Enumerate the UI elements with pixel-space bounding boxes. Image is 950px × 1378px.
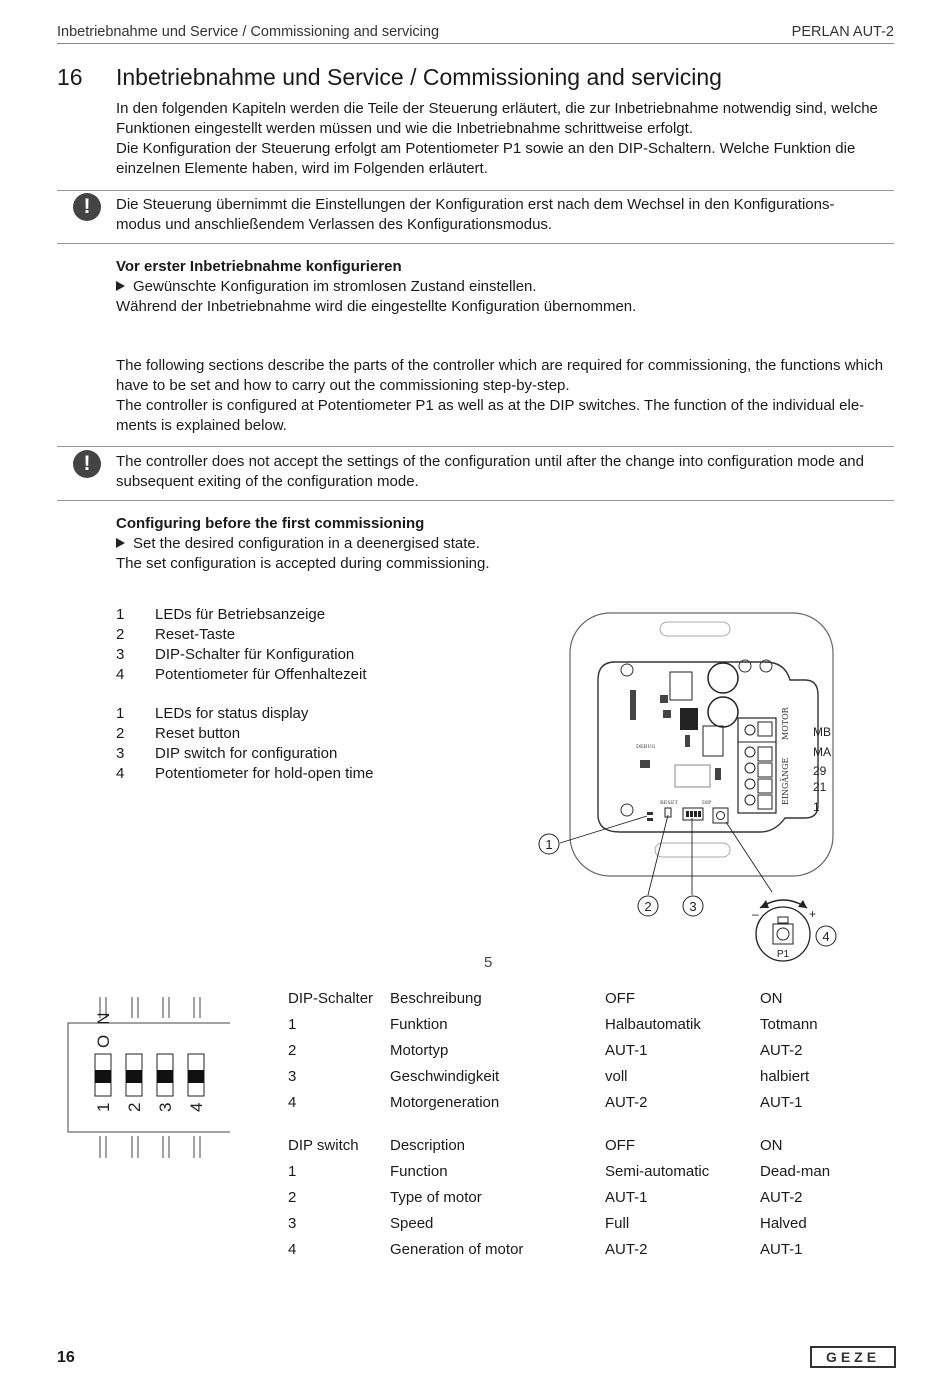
- housing-slot: [655, 843, 730, 857]
- en-intro: [116, 356, 896, 436]
- dip-lever: [698, 811, 701, 817]
- en-intro-paragraph: The controller is configured at Potentiometer P1 as well as at the DIP switches. The function of the individual ele-ments is explained below.: [116, 397, 865, 434]
- geze-logo: GEZE: [810, 1346, 896, 1368]
- table-header-row: [288, 990, 880, 1016]
- terminal-label: 29: [813, 764, 827, 778]
- legend-text: LEDs for status display: [155, 705, 309, 722]
- legend-number: 3: [116, 745, 125, 762]
- table-header: OFF: [605, 990, 635, 1007]
- callout-number: 1: [545, 837, 553, 852]
- running-header-left: Inbetriebnahme und Service / Commissioning and servicing: [57, 24, 440, 40]
- table-cell: AUT-1: [760, 1241, 803, 1258]
- dip-number: 1: [94, 1102, 113, 1112]
- legend-number: 2: [116, 725, 125, 742]
- de-intro-paragraph: Die Konfiguration der Steuerung erfolgt am Potentiometer P1 sowie an den DIP-Schaltern. Welche Funktion die einzelnen Elemente haben, wird im Folgenden erläutert.: [116, 140, 856, 177]
- table-header: OFF: [605, 1137, 635, 1154]
- table-cell: Halbautomatik: [605, 1016, 701, 1033]
- table-header: DIP switch: [288, 1137, 359, 1154]
- dip-switch-graphic: [62, 990, 237, 1165]
- table-cell: 4: [288, 1094, 297, 1111]
- page-number: 16: [57, 1349, 75, 1366]
- de-config-step: Gewünschte Konfiguration im stromlosen Zustand einstellen.: [133, 278, 537, 295]
- component: [660, 695, 668, 703]
- section-number: 16: [57, 64, 83, 90]
- table-cell: Totmann: [760, 1016, 818, 1033]
- table-cell: Dead-man: [760, 1163, 831, 1180]
- table-cell: Motorgeneration: [390, 1094, 500, 1111]
- dip-number: 3: [156, 1102, 175, 1112]
- warning-icon: !: [73, 450, 101, 478]
- note-rule: [57, 190, 894, 191]
- callout-number: 3: [689, 899, 697, 914]
- note-rule: [57, 500, 894, 501]
- reset-label: RESET: [660, 800, 678, 806]
- section-title: Inbetriebnahme und Service / Commissioning and servicing: [116, 64, 722, 90]
- table-cell: 1: [288, 1163, 297, 1180]
- en-config-step: Set the desired configuration in a deenergised state.: [133, 535, 480, 552]
- controller-board-illustration: [520, 600, 850, 965]
- table-cell: 3: [288, 1215, 297, 1232]
- legend-text: DIP-Schalter für Konfiguration: [155, 646, 355, 663]
- table-cell: AUT-1: [605, 1189, 648, 1206]
- legend-number: 1: [116, 606, 125, 623]
- table-header: Description: [390, 1137, 466, 1154]
- chip: [680, 708, 698, 730]
- de-intro-paragraph: In den folgenden Kapiteln werden die Teile der Steuerung erläutert, die zur Inbetriebnahme notwendig sind, welche Funktionen eingestellt werden müssen und wie die Inbetriebnahme schrittweise erfolgt.: [116, 100, 878, 137]
- dip-label: DIP: [702, 800, 712, 806]
- component: [663, 710, 671, 718]
- table-cell: halbiert: [760, 1068, 810, 1085]
- table-header-row: [288, 1137, 880, 1163]
- table-cell: AUT-2: [605, 1241, 648, 1258]
- legend-text: DIP switch for configuration: [155, 745, 338, 762]
- legend-number: 4: [116, 765, 125, 782]
- dip-table-de: [288, 990, 880, 1120]
- terminal-label: MA: [813, 745, 831, 759]
- table-row: [288, 1215, 880, 1241]
- de-config-block: [116, 257, 896, 317]
- dip-lever: [126, 1070, 142, 1083]
- board-outline: [598, 662, 818, 832]
- table-cell: 1: [288, 1016, 297, 1033]
- component: [630, 690, 636, 720]
- legend-text: Reset-Taste: [155, 626, 236, 643]
- table-row: [288, 1068, 880, 1094]
- dip-number: 2: [125, 1102, 144, 1112]
- dip-lever: [157, 1070, 173, 1083]
- callout-number: 2: [644, 899, 652, 914]
- table-cell: AUT-1: [605, 1042, 648, 1059]
- table-row: [288, 1163, 880, 1189]
- terminal-label: MB: [813, 725, 831, 739]
- component: [685, 735, 690, 747]
- table-row: [288, 1042, 880, 1068]
- table-row: [288, 1189, 880, 1215]
- dip-lever: [95, 1070, 111, 1083]
- table-cell: Funktion: [390, 1016, 448, 1033]
- housing-slot: [660, 622, 730, 636]
- dip-lever: [694, 811, 697, 817]
- terminal-label: 21: [813, 780, 827, 794]
- legend-number: 4: [116, 666, 125, 683]
- table-cell: Speed: [390, 1215, 434, 1232]
- legend-text: Potentiometer for hold-open time: [155, 765, 374, 782]
- legend-text: Reset button: [155, 725, 241, 742]
- table-cell: Generation of motor: [390, 1241, 524, 1258]
- led: [647, 812, 653, 815]
- table-cell: AUT-1: [760, 1094, 803, 1111]
- table-cell: AUT-2: [605, 1094, 648, 1111]
- dip-lever: [188, 1070, 204, 1083]
- legend-number: 2: [116, 626, 125, 643]
- dip-table-en: [288, 1137, 880, 1267]
- table-row: [288, 1016, 880, 1042]
- figure-number: 5: [484, 954, 493, 971]
- motor-label: MOTOR: [781, 707, 790, 740]
- table-row: [288, 1241, 880, 1267]
- table-cell: 4: [288, 1241, 297, 1258]
- en-config-result: The set configuration is accepted during commissioning.: [116, 555, 490, 572]
- table-cell: Semi-automatic: [605, 1163, 710, 1180]
- dip-number: 4: [187, 1102, 206, 1112]
- plus-sign: +: [809, 907, 817, 921]
- inputs-label: EINGÄNGE: [781, 757, 790, 805]
- component: [715, 768, 721, 780]
- table-cell: Type of motor: [390, 1189, 482, 1206]
- table-cell: Motortyp: [390, 1042, 449, 1059]
- legend-number: 3: [116, 646, 125, 663]
- legend-text: LEDs für Betriebsanzeige: [155, 606, 326, 623]
- table-cell: voll: [605, 1068, 628, 1085]
- terminal-label: 1: [813, 800, 820, 814]
- de-config-heading: Vor erster Inbetriebnahme konfigurieren: [116, 258, 402, 275]
- table-header: ON: [760, 1137, 783, 1154]
- debug-label: DEBUG: [636, 744, 656, 750]
- table-header: DIP-Schalter: [288, 990, 374, 1007]
- en-config-heading: Configuring before the first commissioning: [116, 515, 425, 532]
- table-cell: 3: [288, 1068, 297, 1085]
- table-cell: Full: [605, 1215, 630, 1232]
- table-cell: AUT-2: [760, 1042, 803, 1059]
- en-intro-paragraph: The following sections describe the parts of the controller which are required for commissioning, the functions which have to be set and how to carry out the commissioning step-by-step.: [116, 357, 884, 394]
- legend-number: 1: [116, 705, 125, 722]
- callout-number: 4: [822, 929, 830, 944]
- warning-icon: !: [73, 193, 101, 221]
- table-cell: Geschwindigkeit: [390, 1068, 500, 1085]
- de-intro: [116, 99, 896, 179]
- en-note: The controller does not accept the settings of the configuration until after the change into configuration mode and subsequent exiting of the configuration mode.: [116, 453, 864, 490]
- minus-sign: –: [752, 907, 759, 921]
- arrow-right-icon: [116, 281, 125, 291]
- p1-label: P1: [776, 949, 790, 960]
- table-header: ON: [760, 990, 783, 1007]
- arrow-right-icon: [116, 538, 125, 548]
- table-cell: AUT-2: [760, 1189, 803, 1206]
- dip-lever: [686, 811, 689, 817]
- table-cell: 2: [288, 1189, 297, 1206]
- legend-text: Potentiometer für Offenhaltezeit: [155, 666, 367, 683]
- running-header-right: PERLAN AUT-2: [791, 24, 894, 40]
- table-cell: 2: [288, 1042, 297, 1059]
- header-rule: [57, 43, 894, 44]
- dip-on-label: ON: [94, 1002, 113, 1048]
- de-config-result: Während der Inbetriebnahme wird die eingestellte Konfiguration übernommen.: [116, 298, 637, 315]
- table-row: [288, 1094, 880, 1120]
- note-rule: [57, 243, 894, 244]
- table-header: Beschreibung: [390, 990, 482, 1007]
- component: [640, 760, 650, 768]
- led: [647, 818, 653, 821]
- dip-housing: [68, 1023, 230, 1132]
- en-config-block: [116, 514, 896, 574]
- table-cell: Halved: [760, 1215, 807, 1232]
- table-cell: Function: [390, 1163, 448, 1180]
- de-note: Die Steuerung übernimmt die Einstellungen der Konfiguration erst nach dem Wechsel in den Konfigurations-modus und anschließendem Verlassen des Konfigurationsmodus.: [116, 196, 835, 233]
- note-rule: [57, 446, 894, 447]
- dip-lever: [690, 811, 693, 817]
